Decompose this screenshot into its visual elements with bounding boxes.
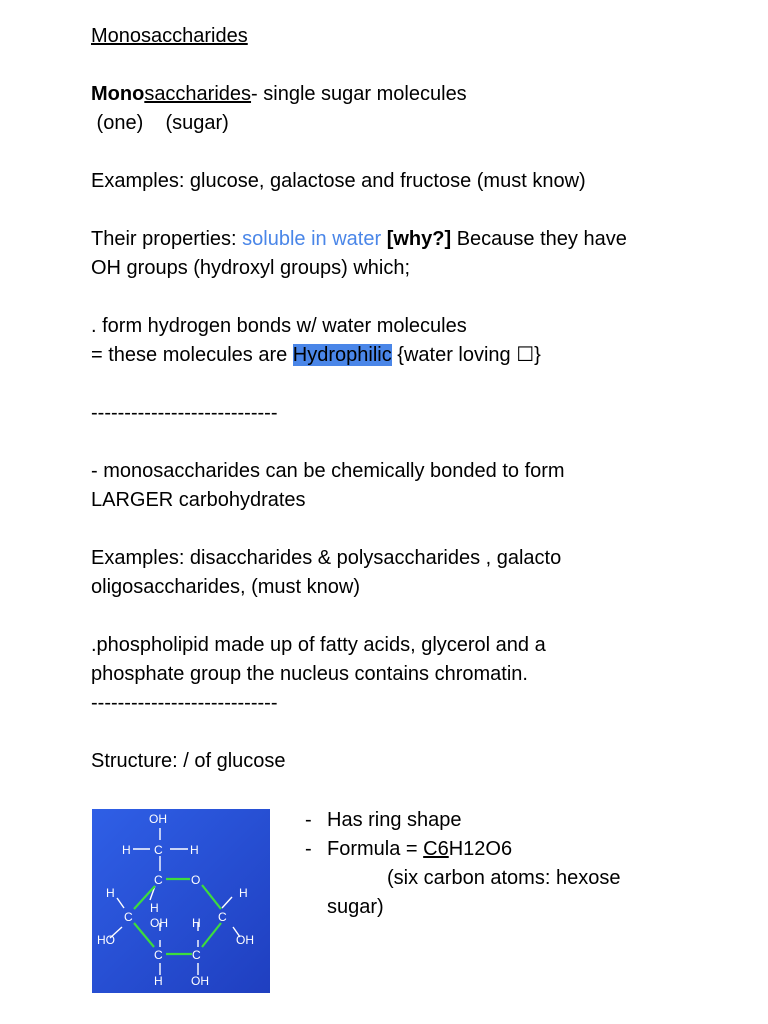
atom-oh-c2: OH: [191, 974, 209, 988]
hydro-suffix: {water loving ☐}: [391, 344, 541, 366]
properties-rest: Because they have: [451, 228, 627, 250]
glucose-structure-image: [92, 809, 270, 993]
divider-2: ----------------------------: [91, 692, 278, 714]
examples2-line1: Examples: disaccharides & polysaccharides , galacto: [91, 547, 562, 569]
bullet-sugar-line: sugar): [327, 896, 384, 918]
hydro-prefix: = these molecules are: [91, 344, 293, 366]
atom-h-c1: H: [239, 886, 248, 900]
divider: ----------------------------: [91, 402, 278, 424]
properties-line2: OH groups (hydroxyl groups) which;: [91, 257, 411, 279]
atom-oh-c3: OH: [150, 916, 168, 930]
def-rest: - single sugar molecules: [251, 83, 467, 105]
structure-bullets: [305, 806, 705, 922]
phospholipid-line2: phosphate group the nucleus contains chromatin.: [91, 663, 528, 685]
hydrogen-bonds-line: . form hydrogen bonds w/ water molecules: [91, 315, 467, 337]
atom-c6: C: [154, 843, 163, 857]
properties-soluble: soluble in water: [242, 228, 382, 250]
definition-line: [91, 80, 711, 109]
atom-oh-c1: OH: [236, 933, 254, 947]
properties-why: [why?]: [386, 228, 452, 250]
bullet-hexose-line: (six carbon atoms: hexose: [387, 867, 621, 889]
atom-h-c3: H: [154, 974, 163, 988]
structure-heading: Structure: / of glucose: [91, 750, 286, 772]
examples-monosaccharides: Examples: glucose, galactose and fructose (must know): [91, 170, 586, 192]
def-mono: Mono: [91, 83, 145, 105]
bullet-formula: - Formula = C6H12O6: [305, 838, 513, 860]
document-body: [91, 22, 711, 776]
atom-h-c2: H: [192, 916, 201, 930]
atom-c3: C: [154, 948, 163, 962]
examples2-line2: oligosaccharides, (must know): [91, 576, 360, 598]
atom-c4: C: [124, 910, 133, 924]
hydrophilic-line: [91, 341, 711, 370]
atom-oh-top: OH: [149, 812, 167, 826]
bullet-ring-shape: - Has ring shape: [305, 809, 462, 831]
definition-gloss: (one) (sugar): [91, 112, 229, 134]
atom-h-c4: H: [106, 886, 115, 900]
atom-h-right-top: H: [190, 843, 199, 857]
phospholipid-line1: .phospholipid made up of fatty acids, glycerol and a: [91, 634, 546, 656]
atom-c1: C: [218, 910, 227, 924]
atom-c2: C: [192, 948, 201, 962]
def-saccharides: saccharides: [144, 83, 252, 105]
atom-o-ring: O: [191, 873, 201, 887]
properties-prefix: Their properties:: [91, 228, 243, 250]
ring-bonds: [134, 879, 221, 954]
bonded-line2: LARGER carbohydrates: [91, 489, 306, 511]
atom-h-left-top: H: [122, 843, 131, 857]
properties-line: [91, 225, 711, 254]
page-title: Monosaccharides: [91, 25, 248, 47]
hydrophilic-highlight: Hydrophilic: [292, 344, 392, 366]
atom-ho-c4: HO: [97, 933, 115, 947]
glucose-structure-diagram: [92, 809, 270, 993]
atom-c5: C: [154, 873, 163, 887]
bonded-line1: - monosaccharides can be chemically bonded to form: [91, 460, 565, 482]
atom-h-c5: H: [150, 901, 159, 915]
